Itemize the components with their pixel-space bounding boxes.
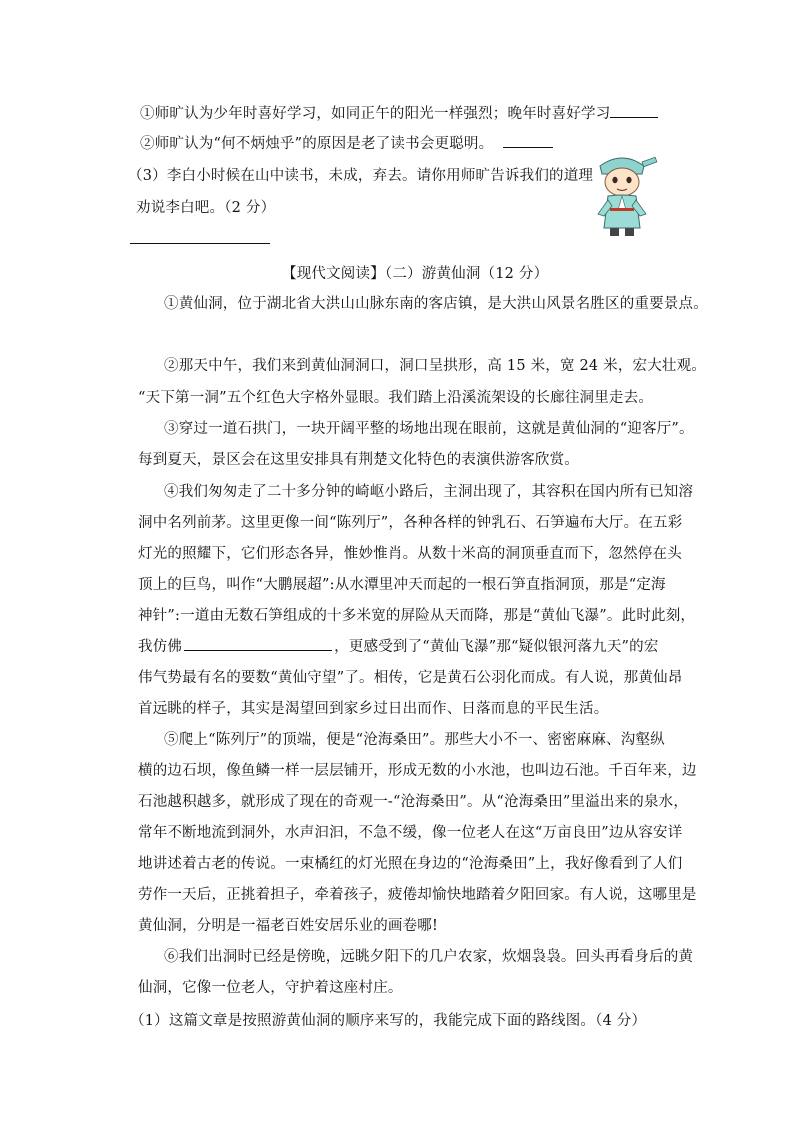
question-line-1 <box>140 102 658 123</box>
answer-blank[interactable] <box>610 103 658 119</box>
question-3-line-2: 劝说李白吧。（2 分） <box>136 200 276 216</box>
paragraph-5-line: 横的边石坝，像鱼鳞一样一层层铺开，形成无数的小水池，也叫边石池。千百年来，边 <box>138 763 697 779</box>
question-1-text: ①师旷认为少年时喜好学习，如同正午的阳光一样强烈；晚年时喜好学习 <box>140 106 611 122</box>
question-3-line-1: （3）李白小时候在山中读书，未成，弃去。请你用师旷告诉我们的道理 <box>128 168 594 184</box>
paragraph-4-line: 顶上的巨鸟，叫作“大鹏展超”:从水潭里冲天而起的一根石笋直指洞顶，那是“定海 <box>138 577 666 593</box>
section-title: 【现代文阅读】（二）游黄仙洞（12 分） <box>282 266 549 282</box>
scholar-boy-illustration <box>582 150 662 242</box>
paragraph-2-line: “天下第一洞”五个红色大字格外显眼。我们踏上沿溪流架设的长廊往洞里走去。 <box>138 390 654 406</box>
paragraph-3-line: ③穿过一道石拱门，一块开阔平整的场地出现在眼前，这就是黄仙洞的“迎客厅”。 <box>164 421 694 437</box>
paragraph-4-line: 伟气势最有名的要数“黄仙守望”了。相传，它是黄石公羽化而成。有人说，那黄仙昂 <box>138 670 683 686</box>
answer-blank[interactable] <box>184 636 332 652</box>
paragraph-5-line: 黄仙洞，分明是一福老百姓安居乐业的画卷哪! <box>138 918 439 934</box>
paragraph-1: ①黄仙洞，位于湖北省大洪山山脉东南的客店镇，是大洪山风景名胜区的重要景点。 <box>164 296 708 312</box>
question-2-text: ②师旷认为“何不炳烛乎”的原因是老了读书会更聪明。 <box>140 136 494 152</box>
answer-blank[interactable] <box>503 133 553 149</box>
question-line-2 <box>140 132 553 153</box>
paragraph-6-line: ⑥我们出洞时已经是傍晚，远眺夕阳下的几户农家，炊烟袅袅。回头再看身后的黄 <box>164 949 694 965</box>
paragraph-4-line: ④我们匆匆走了二十多分钟的崎岖小路后，主洞出现了，其容积在国内所有已知溶 <box>164 484 694 500</box>
paragraph-6-line: 仙洞，它像一位老人，守护着这座村庄。 <box>138 980 403 996</box>
answer-blank[interactable] <box>130 243 270 244</box>
paragraph-4-line: 洞中名列前茅。这里更像一间“陈列厅”，各种各样的钟乳石、石笋遍布大厅。在五彩 <box>138 515 683 531</box>
paragraph-4-line: 神针”:一道由无数石笋组成的十多米宽的屏险从天而降，那是“黄仙飞瀑”。此时此刻， <box>138 608 696 624</box>
paragraph-2-line: ②那天中午，我们来到黄仙洞洞口，洞口呈拱形，高 15 米，宽 24 米，宏大壮观。 <box>164 358 707 374</box>
paragraph-5-line: 石池越积越多，就形成了现在的奇观一-“沧海桑田”。从“沧海桑田”里溢出来的泉水， <box>138 794 689 810</box>
paragraph-4-fragment: ，更感受到了“黄仙飞瀑”那“疑似银河落九天”的宏 <box>334 639 659 655</box>
paragraph-5-line: 地讲述着古老的传说。一束橘红的灯光照在身边的“沧海桑田”上，我好像看到了人们 <box>138 856 683 872</box>
question-final: （1）这篇文章是按照游黄仙洞的顺序来写的，我能完成下面的路线图。（4 分） <box>130 1013 647 1029</box>
paragraph-4-line <box>138 635 659 656</box>
paragraph-5-line: 常年不断地流到洞外，水声汩汩，不急不缓，像一位老人在这“万亩良田”边从容安详 <box>138 825 683 841</box>
paragraph-5-line: 劳作一天后，正挑着担子，牵着孩子，疲倦却愉快地踏着夕阳回家。有人说，这哪里是 <box>138 887 697 903</box>
paragraph-3-line: 每到夏天，景区会在这里安排具有荆楚文化特色的表演供游客欣赏。 <box>138 452 579 468</box>
paragraph-5-line: ⑤爬上“陈列厅”的顶端，便是“沧海桑田”。那些大小不一、密密麻麻、沟壑纵 <box>164 732 665 748</box>
paragraph-4-line: 首远眺的样子，其实是渴望回到家乡过日出而作、日落而息的平民生活。 <box>138 701 609 717</box>
paragraph-4-line: 灯光的照耀下，它们形态各异，惟妙惟肖。从数十米高的洞顶垂直而下，忽然停在头 <box>138 546 682 562</box>
paragraph-4-fragment: 我仿佛 <box>138 639 183 655</box>
